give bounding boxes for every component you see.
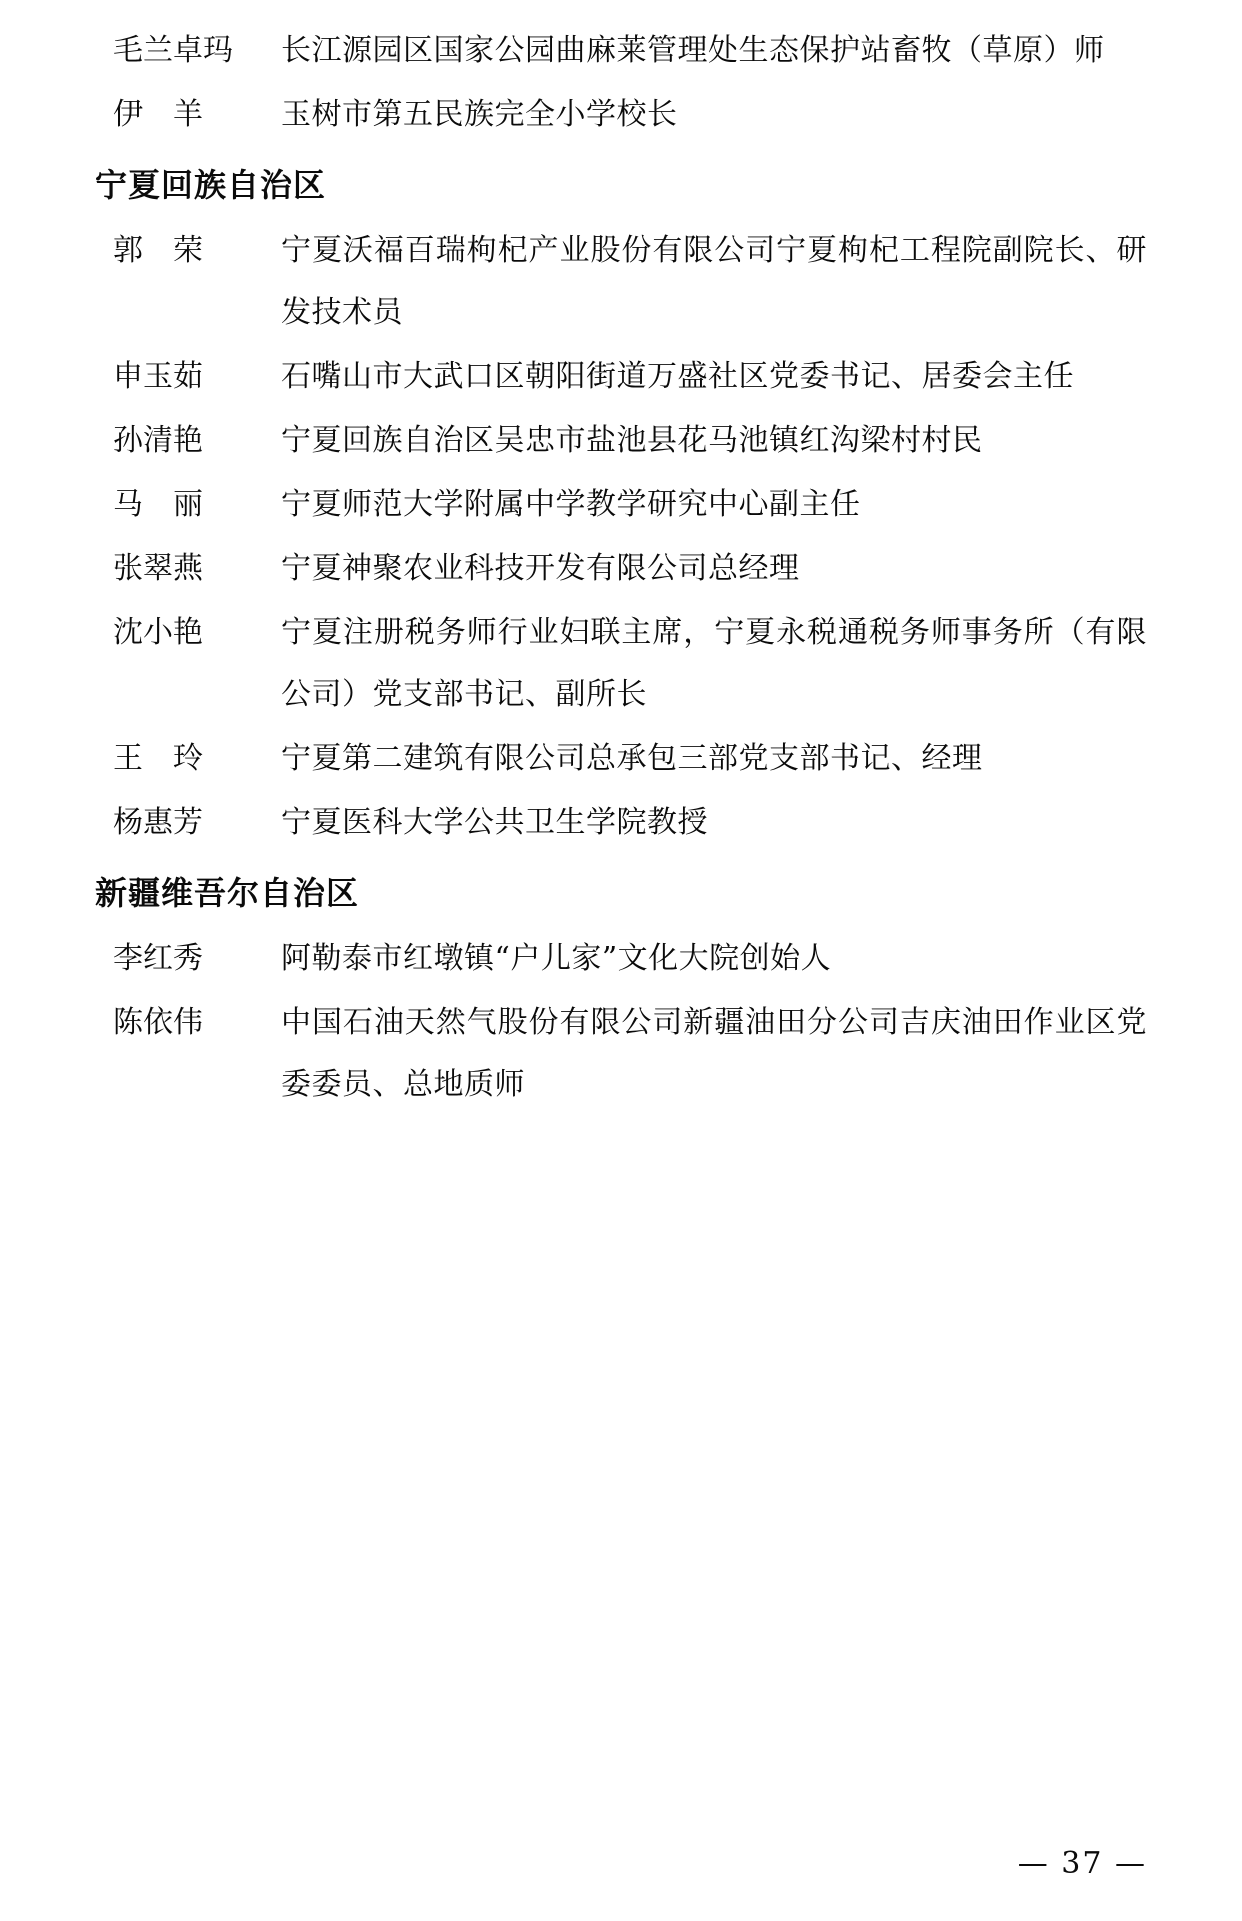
person-name: 毛兰卓玛: [113, 33, 233, 68]
person-title: 宁夏神聚农业科技开发有限公司总经理: [281, 551, 800, 586]
person-name: 马 丽: [113, 487, 203, 522]
person-name: 王 玲: [113, 741, 203, 776]
person-title: 宁夏注册税务师行业妇联主席，宁夏永税通税务师事务所（有限公司）党支部书记、副所长: [281, 615, 1147, 712]
person-name: 申玉茹: [113, 359, 203, 394]
list-item: [95, 602, 1147, 726]
person-title: 宁夏师范大学附属中学教学研究中心副主任: [281, 487, 861, 522]
person-name: 郭 荣: [113, 233, 203, 268]
person-name: 孙清艳: [113, 423, 203, 458]
person-name: 李红秀: [113, 941, 203, 976]
page-footer: — 37 —: [1017, 1846, 1147, 1881]
section-heading: 新疆维吾尔自治区: [95, 874, 360, 912]
list-item: [95, 220, 1147, 344]
list-item: [95, 20, 1147, 82]
list-item: [95, 346, 1147, 408]
list-item: [95, 474, 1147, 536]
list-item: [95, 538, 1147, 600]
person-name: 陈依伟: [113, 1005, 203, 1040]
person-name: 沈小艳: [113, 615, 203, 650]
person-title: 宁夏沃福百瑞枸杞产业股份有限公司宁夏枸杞工程院副院长、研发技术员: [281, 233, 1147, 330]
list-item: [95, 928, 1147, 990]
document-content: [95, 20, 1147, 1116]
person-title: 宁夏回族自治区吴忠市盐池县花马池镇红沟梁村村民: [281, 423, 983, 458]
person-title: 中国石油天然气股份有限公司新疆油田分公司吉庆油田作业区党委委员、总地质师: [281, 1005, 1147, 1102]
section-heading: 宁夏回族自治区: [95, 166, 327, 204]
person-title: 石嘴山市大武口区朝阳街道万盛社区党委书记、居委会主任: [281, 359, 1074, 394]
list-item: [95, 410, 1147, 472]
list-item: [95, 728, 1147, 790]
list-item: [95, 992, 1147, 1116]
person-title: 宁夏医科大学公共卫生学院教授: [281, 805, 708, 840]
person-title: 阿勒泰市红墩镇“户儿家”文化大院创始人: [281, 941, 832, 976]
person-title: 玉树市第五民族完全小学校长: [281, 97, 678, 132]
person-name: 杨惠芳: [113, 805, 203, 840]
person-name: 张翠燕: [113, 551, 203, 586]
person-title: 宁夏第二建筑有限公司总承包三部党支部书记、经理: [281, 741, 983, 776]
person-name: 伊 羊: [113, 97, 203, 132]
person-title: 长江源园区国家公园曲麻莱管理处生态保护站畜牧（草原）师: [281, 33, 1105, 68]
list-item: [95, 84, 1147, 146]
list-item: [95, 792, 1147, 854]
